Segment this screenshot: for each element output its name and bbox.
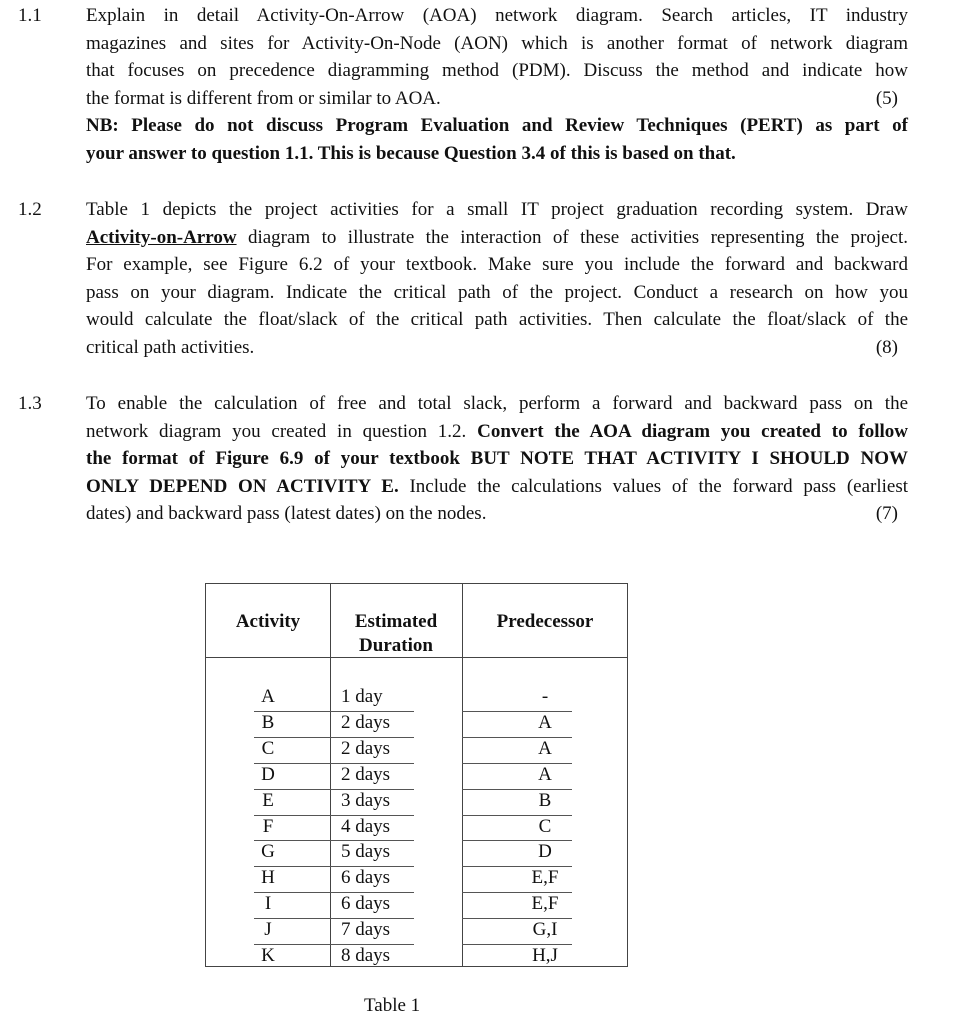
cell-duration: 7 days [341, 919, 391, 941]
row-divider [462, 763, 572, 764]
note-line: your answer to question 1.1. This is because Question 3.4 of this is based on that. [86, 142, 736, 164]
text-line: the format is different from or similar to AOA. [86, 87, 441, 109]
text-line [86, 224, 908, 252]
header-activity: Activity [235, 611, 301, 632]
header-duration-line-2: Duration [359, 635, 433, 656]
cell-predecessor: H,J [532, 945, 558, 966]
text-line [86, 473, 908, 501]
row-divider [462, 944, 572, 945]
cell-activity: I [264, 893, 272, 915]
header-duration [330, 610, 462, 658]
row-divider [254, 892, 414, 893]
bold-fragment: ONLY DEPEND ON ACTIVITY E. [86, 475, 399, 497]
cell-duration: 6 days [341, 867, 391, 889]
table-caption: Table 1 [364, 995, 421, 1016]
row-divider [462, 866, 572, 867]
marks-label: (5) [875, 87, 898, 109]
cell-predecessor: D [538, 841, 552, 863]
text-line: dates) and backward pass (latest dates) on the nodes. [86, 503, 487, 524]
row-divider [254, 918, 414, 919]
row-divider [254, 840, 414, 841]
cell-predecessor: C [538, 815, 552, 837]
activity-table [205, 583, 628, 967]
cell-predecessor: B [538, 789, 552, 811]
cell-duration: 6 days [341, 893, 391, 915]
row-divider [462, 892, 572, 893]
row-divider [254, 711, 414, 712]
cell-duration: 4 days [341, 815, 391, 837]
cell-duration: 8 days [341, 945, 391, 966]
cell-predecessor: E,F [531, 867, 559, 889]
cell-duration: 3 days [341, 789, 391, 811]
cell-predecessor: A [538, 737, 552, 759]
row-divider [462, 815, 572, 816]
question-number: 1.3 [18, 393, 42, 414]
question-text [86, 2, 908, 167]
text-fragment: Include the calculations values of the forward pass (earliest [398, 475, 908, 497]
question-text [86, 196, 908, 361]
question-number: 1.1 [18, 5, 42, 26]
text-line: For example, see Figure 6.2 of your textbook. Make sure you include the forward and backward [86, 254, 908, 275]
text-fragment: network diagram you created in question 1.2. [86, 420, 478, 442]
header-predecessor: Predecessor [496, 611, 594, 632]
row-divider [462, 737, 572, 738]
cell-activity: F [262, 815, 274, 837]
cell-activity: K [261, 945, 275, 966]
question-text [86, 390, 908, 528]
cell-predecessor: A [538, 763, 552, 785]
text-line: magazines and sites for Activity-On-Node (AON) which is another format of network diagram [86, 32, 908, 54]
row-divider [254, 866, 414, 867]
bold-fragment: Convert the AOA diagram you created to follow [477, 420, 908, 442]
row-divider [462, 711, 572, 712]
row-divider [254, 944, 414, 945]
cell-predecessor: E,F [531, 893, 559, 915]
text-line-with-marks [86, 334, 908, 362]
text-line: pass on your diagram. Indicate the critical path of the project. Conduct a research on how you [86, 281, 908, 303]
cell-activity: D [261, 763, 275, 785]
text-line: would calculate the float/slack of the critical path activities. Then calculate the float/slack of the [86, 309, 908, 330]
header-duration-line-1: Estimated [354, 611, 438, 632]
row-divider [254, 763, 414, 764]
bold-line: the format of Figure 6.9 of your textbook BUT NOTE THAT ACTIVITY I SHOULD NOW [86, 448, 908, 469]
cell-duration: 2 days [341, 763, 391, 785]
row-divider [254, 737, 414, 738]
cell-activity: B [261, 711, 275, 733]
row-divider [254, 815, 414, 816]
text-line-with-marks [86, 500, 908, 528]
cell-duration: 5 days [341, 841, 391, 863]
text-fragment: diagram to illustrate the interaction of these activities representing the project. [236, 226, 908, 248]
cell-predecessor: G,I [532, 919, 558, 941]
marks-label: (8) [875, 336, 898, 358]
marks-label: (7) [875, 503, 898, 524]
text-line: that focuses on precedence diagramming method (PDM). Discuss the method and indicate how [86, 60, 908, 81]
row-divider [462, 789, 572, 790]
cell-activity: H [261, 867, 275, 889]
cell-predecessor: A [538, 711, 552, 733]
cell-activity: A [261, 686, 275, 707]
cell-activity: J [264, 919, 272, 941]
row-divider [254, 789, 414, 790]
cell-duration: 1 day [341, 686, 383, 707]
row-divider [462, 918, 572, 919]
note-line: NB: Please do not discuss Program Evaluation and Review Techniques (PERT) as part of [86, 115, 908, 136]
cell-activity: G [261, 841, 275, 863]
cell-duration: 2 days [341, 737, 391, 759]
text-line-with-marks [86, 85, 908, 113]
text-line: To enable the calculation of free and total slack, perform a forward and backward pass on the [86, 393, 908, 414]
text-line: Explain in detail Activity-On-Arrow (AOA) network diagram. Search articles, IT industry [86, 5, 908, 26]
cell-activity: E [262, 789, 274, 811]
cell-activity: C [261, 737, 275, 759]
text-line: Table 1 depicts the project activities for a small IT project graduation recording system. Draw [86, 199, 908, 220]
cell-predecessor: - [541, 686, 549, 707]
question-number: 1.2 [18, 199, 42, 220]
row-divider [462, 840, 572, 841]
underlined-term: Activity-on-Arrow [86, 226, 237, 248]
text-line: critical path activities. [86, 336, 255, 358]
text-line [86, 418, 908, 446]
cell-duration: 2 days [341, 711, 391, 733]
